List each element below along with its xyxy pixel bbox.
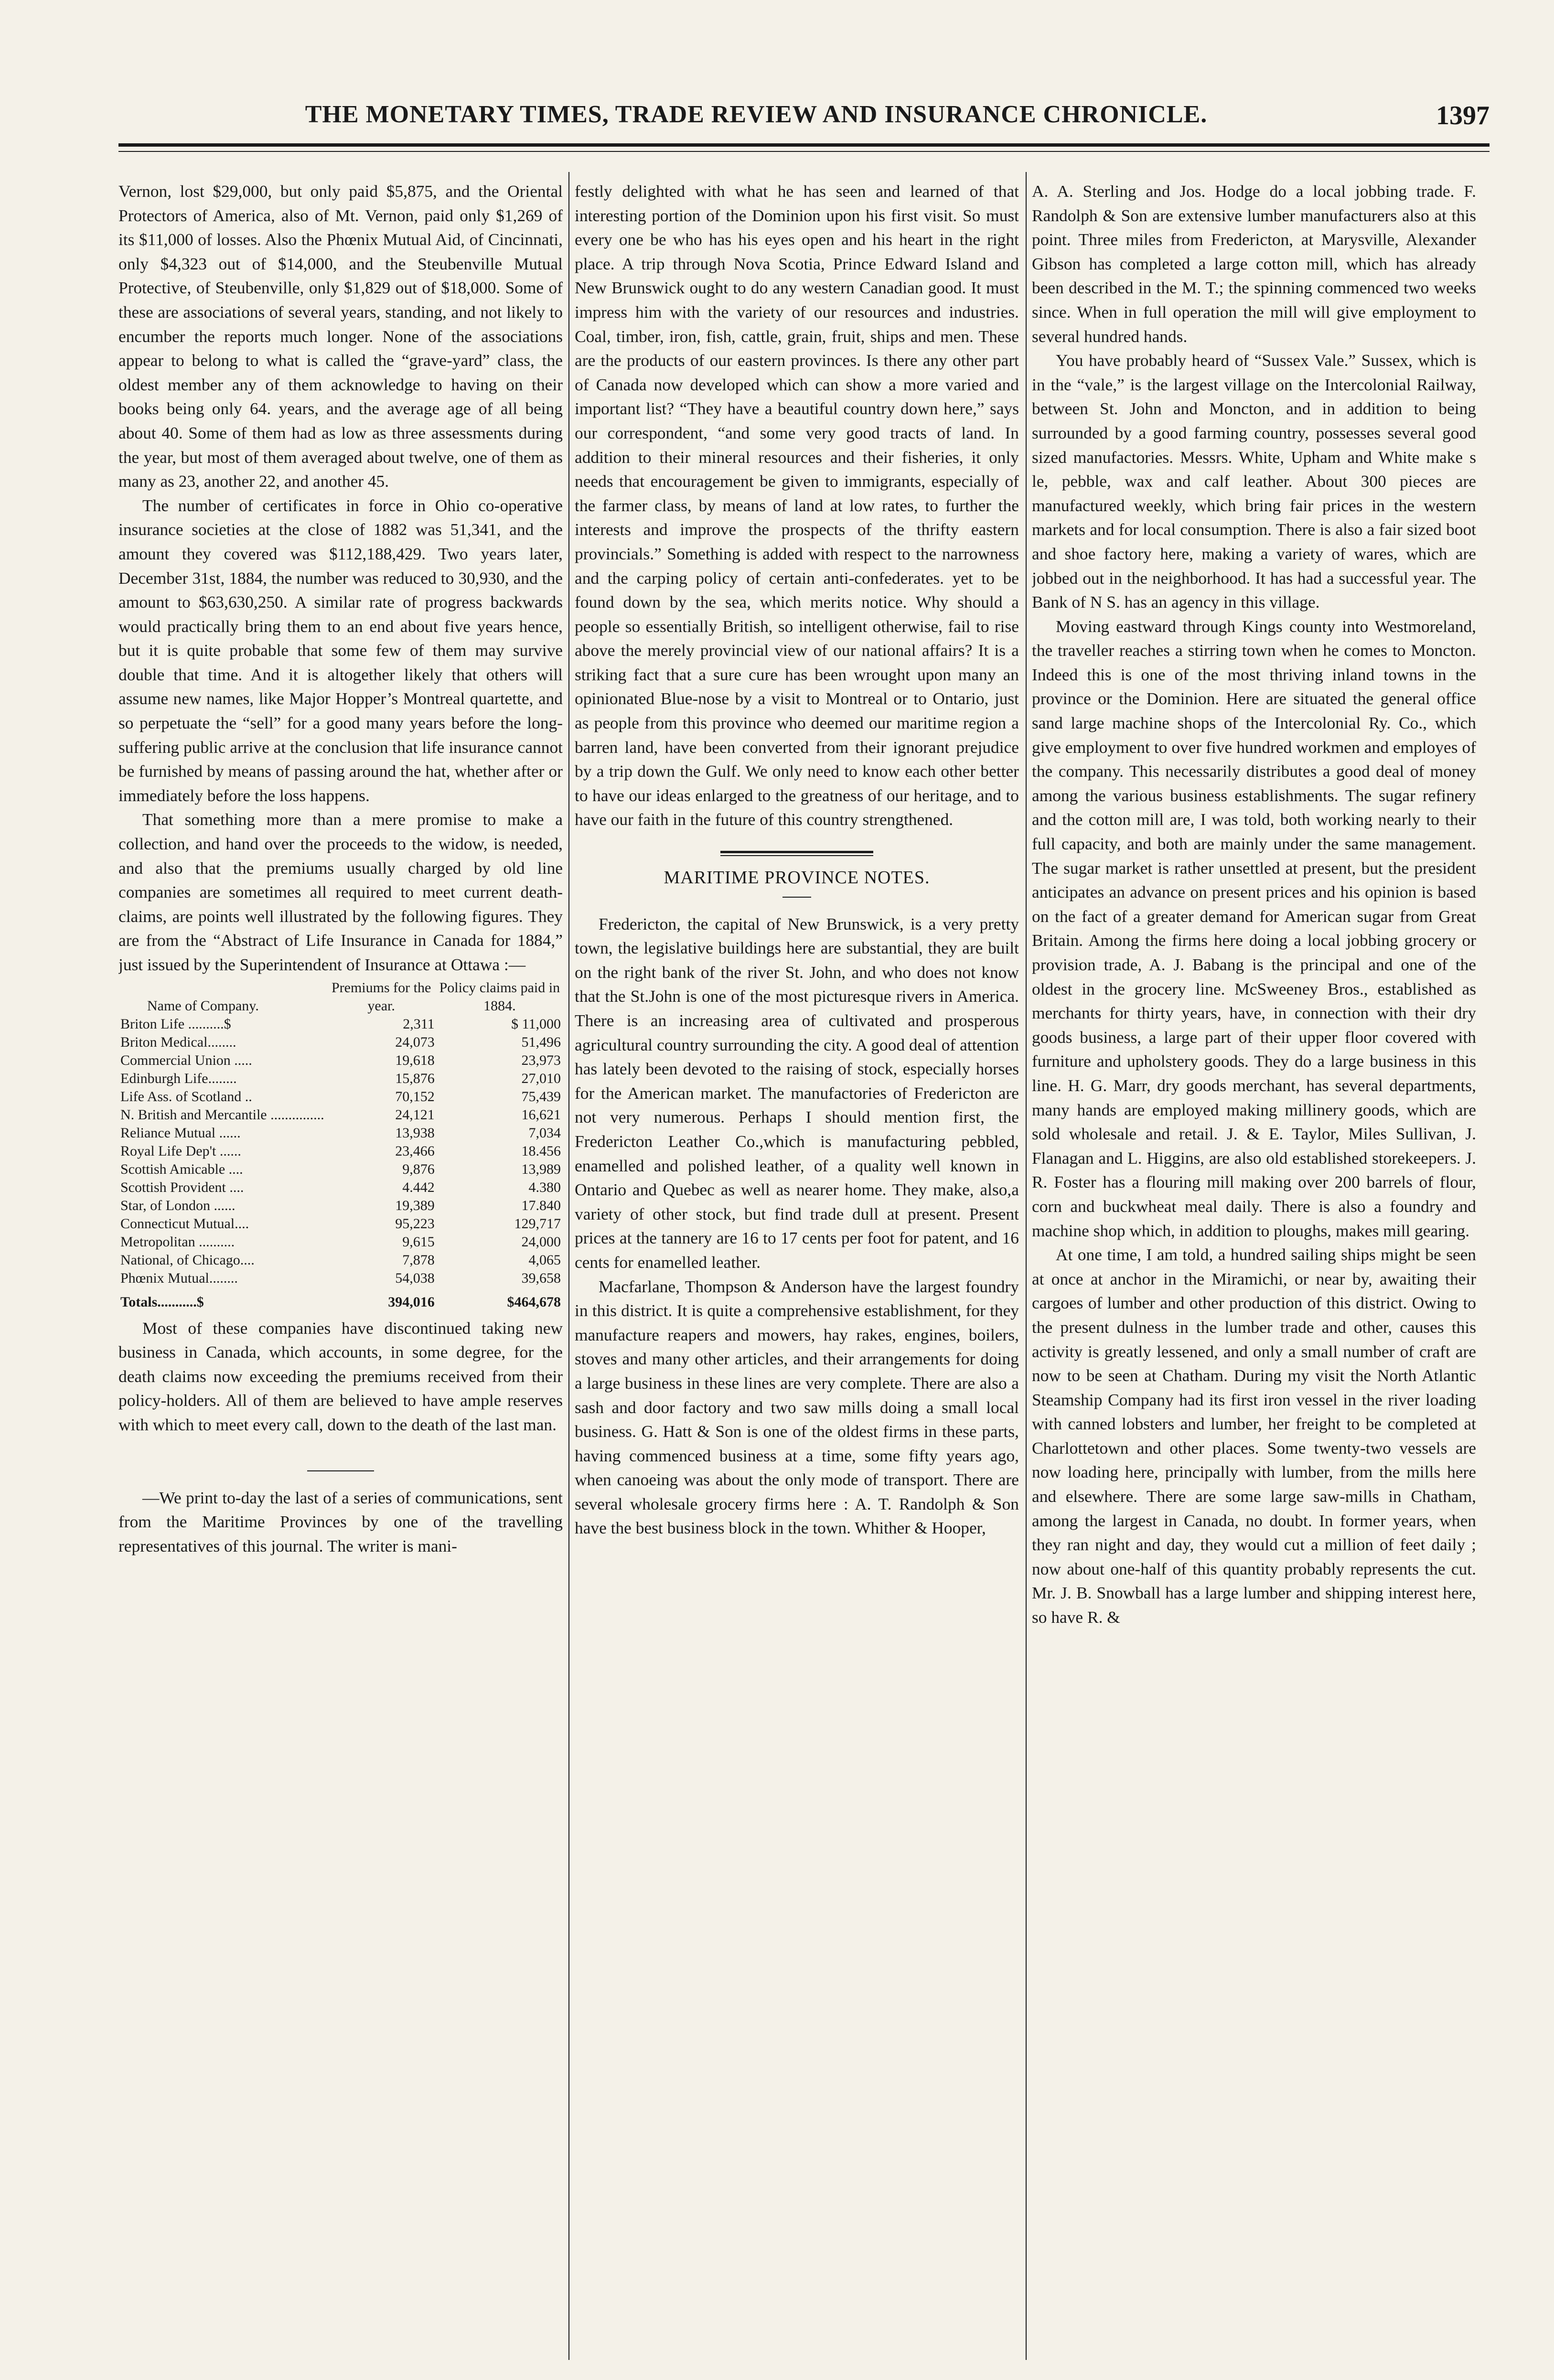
table-body <box>118 1015 563 1287</box>
claims-value: 16,621 <box>521 1106 561 1123</box>
premiums-value: 4.442 <box>402 1179 435 1195</box>
table-row <box>118 1269 563 1287</box>
premiums-value: 23,466 <box>395 1143 435 1159</box>
claims-value: $ 11,000 <box>511 1016 561 1032</box>
paragraph: A. A. Sterling and Jos. Hodge do a local jobbing trade. F. Randolph & Son are extensive lumber manufacturers also at this point. Three miles from Fredericton, at Marysville, Alexander Gibson has completed a large cotton mill, which has already been described in the M. T.; the spinning commenced two weeks since. When in full operation the mill will give employment to several hundred hands. <box>1032 182 1476 346</box>
paragraph: —We print to-day the last of a series of communications, sent from the Maritime Provinces by one of the travelling representatives of this journal. The writer is mani- <box>118 1488 563 1555</box>
company-name: N. British and Mercantile ............... <box>120 1106 324 1123</box>
paragraph: Fredericton, the capital of New Brunswick, is a very pretty town, the legislative buildings here are substantial, they are built on the right bank of the river St. John, and who does not know that the St.John is one of the most picturesque rivers in America. There is an increasing area of cultivated and prosperous agricultural country surrounding the city. A good deal of attention has lately been devoted to the raising of stock, especially horses for the American market. The manufactories of Fredericton are not very numerous. Perhaps I should mention first, the Fredericton Leather Co.,which is manufacturing pebbled, enamelled and polished leather, of a quality well known in Ontario and Quebec as well as nearer home. They make, also,a variety of other stock, but find trade dull at present. Present prices at the tannery are 16 to 17 cents per foot for patent, and 16 cents for enamelled leather. <box>575 914 1019 1272</box>
column-2 <box>575 179 1019 2358</box>
claims-value: 23,973 <box>521 1052 561 1068</box>
company-name: Life Ass. of Scotland .. <box>120 1088 252 1104</box>
table-row <box>118 1015 563 1033</box>
company-name: Reliance Mutual ...... <box>120 1125 241 1141</box>
page-number: 1397 <box>1436 101 1490 130</box>
company-name: Scottish Amicable .... <box>120 1161 243 1177</box>
paragraph: festly delighted with what he has seen and learned of that interesting portion of the Dominion upon his first visit. So must every one be who has his eyes open and his heart in the right place. A trip through Nova Scotia, Prince Edward Island and New Brunswick ought to do any western Canadian good. It must impress him with the variety of our resources and industries. Coal, timber, iron, fish, cattle, grain, fruit, ships and men. These are the products of our eastern provinces. Is there any other part of Canada now developed which can show a more varied and important list? “They have a beautiful country down here,” says our correspondent, “and some very good tracts of land. In addition to their mineral resources and their fisheries, it only needs that encouragement be given to immigrants, especially of the farmer class, by means of land at low rates, to further the interests and improve the prospects of the thrifty eastern provincials.” Something is added with respect to the narrowness and the carping policy of certain anti-confederates. yet to be found down by the sea, which merits notice. Why should a people so essentially British, so intelligent otherwise, fail to rise above the merely provincial view of our national affairs? It is a striking fact that a sure cure has been wrought upon many an opinionated Blue-nose by a visit to Montreal or to Ontario, just as people from this province who deemed our maritime region a barren land, have been converted from their ignorant prejudice by a trip down the Gulf. We only need to know each other better to have our ideas enlarged to the greatness of our heritage, and to have our faith in the future of this country strengthened. <box>575 182 1019 829</box>
table-row <box>118 1033 563 1051</box>
premiums-value: 19,389 <box>395 1197 435 1213</box>
page-header <box>118 100 1490 134</box>
claims-value: 51,496 <box>521 1034 561 1050</box>
table-header-row <box>118 979 563 1015</box>
paragraph: Vernon, lost $29,000, but only paid $5,875, and the Oriental Protectors of America, also of Mt. Vernon, paid only $1,269 of its $11,000 of losses. Also the Phœnix Mutual Aid, of Cincinnati, only $4,323 out of $14,000, and the Steubenville Mutual Protective, of Steubenville, only $1,829 out of $18,000. Some of these are associations of several years, standing, and not likely to encumber the reports much longer. None of the associations appear to belong to what is called the “grave-yard” class, the oldest member any of them acknowledge to having on their books being only 64. years, and the average age of all being about 40. Some of them had as low as three assessments during the year, but most of them averaged about twelve, one of them as many as 23, another 22, and another 45. <box>118 182 563 491</box>
paragraph: That something more than a mere promise to make a collection, and hand over the proceeds to the widow, is needed, and also that the premiums usually charged by old line companies are sometimes all required to meet current death-claims, are points well illustrated by the following figures. They are from the “Abstract of Life Insurance in Canada for 1884,” just issued by the Superintendent of Insurance at Ottawa :— <box>118 810 563 974</box>
column-3 <box>1032 179 1476 2358</box>
table-row <box>118 1179 563 1197</box>
column-rule <box>1026 172 1027 2360</box>
paragraph: Most of these companies have discontinued taking new business in Canada, which accounts, in some degree, for the death claims now exceeding the premiums received from their policy-holders. All of them are believed to have ample reserves with which to meet every call, down to the death of the last man. <box>118 1318 563 1434</box>
claims-value: 4.380 <box>528 1179 561 1195</box>
paragraph: Moving eastward through Kings county into Westmoreland, the traveller reaches a stirring town when he comes to Moncton. Indeed this is one of the most thriving inland towns in the province or the Dominion. Here are situated the general office sand large machine shops of the Intercolonial Ry. Co., which give employment to over five hundred workmen and employes of the company. This necessarily distributes a good deal of money among the various business establishments. The sugar refinery and the cotton mill are, I was told, both working nearly to their full capacity, and both are mainly under the same management. The sugar market is rather unsettled at present, but the president anticipates an advance on present prices and his opinion is based on the fact of a greater demand for American sugar from Great Britain. Among the firms here doing a local jobbing grocery or provision trade, A. J. Babang is the principal and one of the oldest in the grocery line. McSweeney Bros., established as merchants for thirty years, have, in connection with their dry goods business, a large part of their upper floor covered with furniture and upholstery goods. They do a large business in this line. H. G. Marr, dry goods merchant, has several departments, many hands are employed making millinery goods, which are sold wholesale and retail. J. & E. Taylor, Miles Sullivan, J. Flanagan and L. Higgins, are also old established storekeepers. J. R. Foster has a flouring mill making over 200 barrels of flour, corn and buckwheat meal daily. There is also a foundry and machine shop which, in addition to ploughs, makes mill gearing. <box>1032 616 1476 1240</box>
table-row <box>118 1142 563 1160</box>
column-header-name: Name of Company. <box>147 997 259 1014</box>
claims-value: 129,717 <box>514 1215 561 1232</box>
total-premiums: 394,016 <box>388 1294 435 1310</box>
table-row <box>118 1160 563 1179</box>
table-row <box>118 1215 563 1233</box>
claims-value: 27,010 <box>521 1070 561 1086</box>
table-row <box>118 1124 563 1142</box>
claims-value: 17.840 <box>521 1197 561 1213</box>
paragraph: At one time, I am told, a hundred sailing ships might be seen at once at anchor in the Miramichi, or near by, awaiting their cargoes of lumber and other production of this district. Owing to the present dulness in the lumber trade and other, causes this activity is greatly lessened, and only a small number of craft are now to be seen at Chatham. During my visit the North Atlantic Steamship Company had its first iron vessel in the river loading with canned lobsters and lumber, her freight to be completed at Charlottetown and other places. Some twenty-two vessels are now loading here, principally with lumber, from the mills here and elsewhere. There are some large saw-mills in Chatham, among the largest in Canada, no doubt. In former years, when they ran night and day, they would cut a million of feet daily ; now about one-half of this quantity probably represents the cut. Mr. J. B. Snowball has a large lumber and shipping interest here, so have R. & <box>1032 1245 1476 1627</box>
paragraph: You have probably heard of “Sussex Vale.” Sussex, which is in the “vale,” is the largest village on the Intercolonial Railway, between St. John and Moncton, and in addition to being surrounded by a good farming country, possesses several good sized manufactories. Messrs. White, Upham and White make s le, pebble, wax and calf leather. About 300 pieces are manufactured weekly, which bring fair prices in the western markets and for local consumption. There is also a fair sized boot and shoe factory here, making a variety of wares, which are jobbed out in the neighborhood. It has had a successful year. The Bank of N S. has an agency in this village. <box>1032 351 1476 612</box>
section-rule <box>720 851 873 856</box>
company-name: Commercial Union ..... <box>120 1052 252 1068</box>
insurance-table <box>118 979 563 1311</box>
premiums-value: 24,121 <box>395 1106 435 1123</box>
premiums-value: 9,615 <box>402 1233 435 1250</box>
premiums-value: 19,618 <box>395 1052 435 1068</box>
premiums-value: 9,876 <box>402 1161 435 1177</box>
total-claims: $464,678 <box>507 1294 561 1310</box>
paragraph: The number of certificates in force in Ohio co-operative insurance societies at the close of 1882 was 51,341, and the amount they covered was $112,188,429. Two years later, December 31st, 1884, the number was reduced to 30,930, and the amount to $63,630,250. A similar rate of progress backwards would practically bring them to an end about five years hence, but it is quite probable that some few of them may survive double that time. And it is altogether likely that others will assume new names, like Major Hopper’s Montreal quartette, and so perpetuate the “sell” for a good many years before the long-suffering public arrive at the conclusion that life insurance cannot be furnished by means of passing around the hat, whether after or immediately before the loss happens. <box>118 495 563 805</box>
running-head: THE MONETARY TIMES, TRADE REVIEW AND INSURANCE CHRONICLE. <box>305 101 1208 128</box>
company-name: Briton Medical........ <box>120 1034 236 1050</box>
premiums-value: 24,073 <box>395 1034 435 1050</box>
header-rule-thick <box>118 143 1490 147</box>
premiums-value: 54,038 <box>395 1270 435 1286</box>
column-header-premiums: Premiums for the year. <box>331 979 431 1014</box>
table-total-row <box>118 1287 563 1311</box>
table-row <box>118 1251 563 1269</box>
paragraph: Macfarlane, Thompson & Anderson have the largest foundry in this district. It is quite a comprehensive establishment, for they manufacture reapers and mowers, hay rakes, engines, boilers, stoves and many other articles, and their arrangements for doing a large business in these lines are very complete. There are also a sash and door factory and two saw mills doing a small local business. G. Hatt & Son is one of the oldest firms in these parts, having commenced business at a time, some fifty years ago, when canoeing was about the only mode of transport. There are several wholesale grocery firms here : A. T. Randolph & Son have the best business block in the town. Whither & Hooper, <box>575 1276 1019 1538</box>
premiums-value: 13,938 <box>395 1125 435 1141</box>
company-name: Connecticut Mutual.... <box>120 1215 249 1232</box>
premiums-value: 7,878 <box>402 1252 435 1268</box>
claims-value: 75,439 <box>521 1088 561 1104</box>
company-name: Phœnix Mutual........ <box>120 1270 238 1286</box>
company-name: Scottish Provident .... <box>120 1179 244 1195</box>
section-short-rule <box>782 897 811 898</box>
claims-value: 24,000 <box>521 1233 561 1250</box>
column-header-claims: Policy claims paid in 1884. <box>439 979 560 1014</box>
company-name: Royal Life Dep't ...... <box>120 1143 241 1159</box>
company-name: Briton Life ..........$ <box>120 1016 231 1032</box>
claims-value: 4,065 <box>528 1252 561 1268</box>
company-name: Edinburgh Life........ <box>120 1070 237 1086</box>
table-row <box>118 1106 563 1124</box>
claims-value: 18.456 <box>521 1143 561 1159</box>
premiums-value: 70,152 <box>395 1088 435 1104</box>
table-row <box>118 1070 563 1088</box>
section-title: MARITIME PROVINCE NOTES. <box>664 868 930 888</box>
table-row <box>118 1197 563 1215</box>
table-row <box>118 1233 563 1251</box>
premiums-value: 15,876 <box>395 1070 435 1086</box>
company-name: National, of Chicago.... <box>120 1252 255 1268</box>
total-label: Totals...........$ <box>120 1294 204 1310</box>
table-row <box>118 1088 563 1106</box>
column-rule <box>568 172 569 2360</box>
divider-rule <box>307 1470 374 1471</box>
premiums-value: 95,223 <box>395 1215 435 1232</box>
column-1 <box>118 179 563 2358</box>
header-rule-thin <box>118 151 1490 152</box>
table-row <box>118 1051 563 1070</box>
claims-value: 13,989 <box>521 1161 561 1177</box>
claims-value: 7,034 <box>528 1125 561 1141</box>
premiums-value: 2,311 <box>403 1016 435 1032</box>
company-name: Metropolitan .......... <box>120 1233 235 1250</box>
company-name: Star, of London ...... <box>120 1197 236 1213</box>
claims-value: 39,658 <box>521 1270 561 1286</box>
